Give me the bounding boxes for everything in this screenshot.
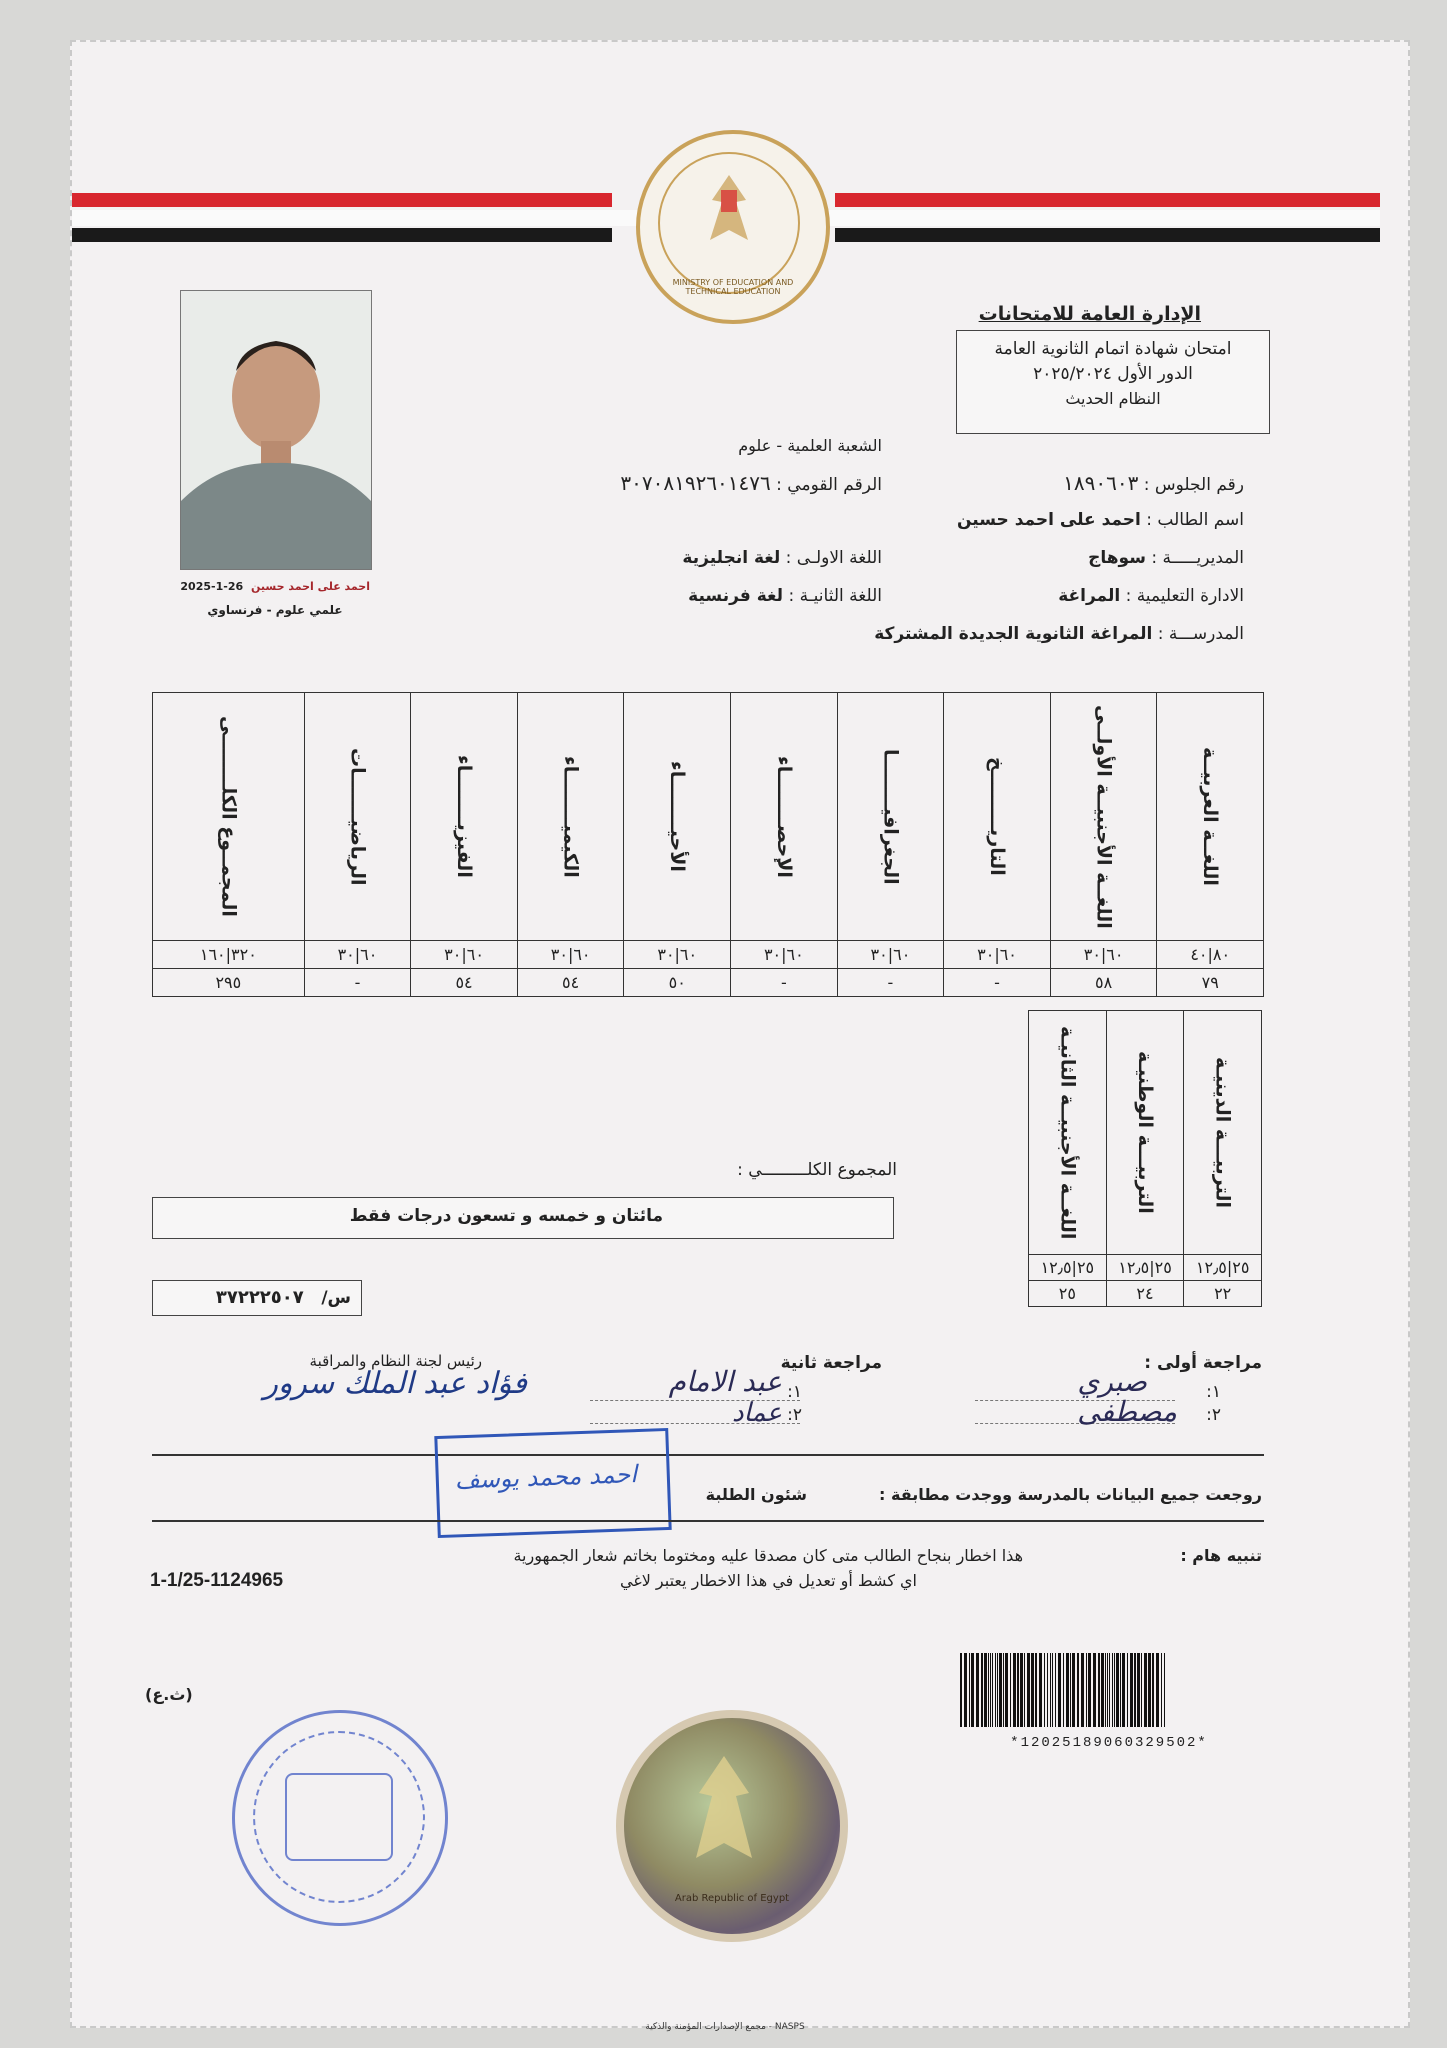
barcode-bar (1114, 1653, 1115, 1727)
hologram-seal (616, 1710, 848, 1942)
barcode-bar (995, 1653, 996, 1727)
subject-header-text: الأحيــــــــاء (666, 761, 689, 872)
score-cell: ٥٤ (517, 969, 624, 997)
barcode-bar (1122, 1653, 1125, 1727)
maxmin-cell: ٦٠|٣٠ (731, 941, 838, 969)
hologram-text: Arab Republic of Egypt (674, 1893, 790, 1904)
second-language-value: لغة فرنسية (688, 586, 784, 606)
barcode-bar (1020, 1653, 1023, 1727)
maxmin-cell: ٦٠|٣٠ (411, 941, 518, 969)
edu-admin-value: المراغة (1058, 586, 1121, 606)
barcode-number: *12025189060329502* (1010, 1735, 1208, 1751)
first-language-row (682, 548, 882, 568)
committee-head-label: رئيس لجنة النظام والمراقبة (309, 1352, 482, 1370)
exam-system: النظام الحديث (1065, 389, 1161, 408)
extra-subject-header (1106, 1011, 1184, 1255)
barcode-bar (1005, 1653, 1008, 1727)
subject-header (1157, 693, 1264, 941)
photo-name: احمد على احمد حسين (251, 580, 370, 593)
notice-label: تنبيه هام : (1180, 1546, 1262, 1565)
barcode-bar (1134, 1653, 1136, 1727)
extra-subject-header-text: التربيـــة الدينيـة (1211, 1056, 1234, 1209)
barcode-bar (1039, 1653, 1042, 1727)
ministry-seal-text: MINISTRY OF EDUCATION AND TECHNICAL EDUCATION (672, 278, 794, 296)
score-cell: - (731, 969, 838, 997)
barcode-bar (1105, 1653, 1106, 1727)
notice-line-1: هذا اخطار بنجاح الطالب متى كان مصدقا عليه ومختوما بخاتم شعار الجمهورية (513, 1546, 1023, 1565)
subject-header-text: الرياضيـــــــات (346, 747, 369, 886)
barcode-bar (1031, 1653, 1034, 1727)
subject-header-text: الجغرافيــــــــا (879, 748, 902, 885)
barcode-bar (1148, 1653, 1151, 1727)
barcode-bar (1050, 1653, 1051, 1727)
barcode-bar (1093, 1653, 1096, 1727)
footer-code: (ث.ع) (145, 1685, 193, 1704)
total-words-box (152, 1197, 894, 1239)
barcode-bar (1003, 1653, 1004, 1727)
black-stripe-left (72, 228, 612, 242)
second-review-2: ٢: (787, 1405, 802, 1425)
maxmin-cell: ٦٠|٣٠ (304, 941, 411, 969)
barcode-bar (1013, 1653, 1016, 1727)
extra-grades-table (1028, 1010, 1262, 1307)
score-cell: ٥٨ (1050, 969, 1157, 997)
barcode-bar (984, 1653, 987, 1727)
national-id-value: ٣٠٧٠٨١٩٢٦٠١٤٧٦ (620, 471, 771, 495)
maxmin-cell: ٦٠|٣٠ (837, 941, 944, 969)
black-stripe-right (835, 228, 1380, 242)
national-id-label: الرقم القومي : (776, 475, 882, 495)
extra-maxmin-row (1029, 1255, 1262, 1281)
extra-score-cell: ٢٢ (1184, 1281, 1262, 1307)
barcode-bar (1137, 1653, 1140, 1727)
grades-maxmin-row (153, 941, 1264, 969)
grades-score-row (153, 969, 1264, 997)
maxmin-cell: ٨٠|٤٠ (1157, 941, 1264, 969)
committee-head-signature: فؤاد عبد الملك سرور (263, 1366, 527, 1401)
serial-value: ٣٧٢٢٢٥٠٧ (215, 1287, 304, 1308)
divider-bottom (152, 1520, 1264, 1522)
barcode-bar (1058, 1653, 1061, 1727)
maxmin-cell: ٦٠|٣٠ (944, 941, 1051, 969)
subject-header-text: اللغــة الأجنبيــة الأولــى (1092, 704, 1115, 929)
seat-number-row (1063, 471, 1244, 495)
directorate-value: سوهاج (1088, 548, 1146, 568)
second-review-signature-1: عبد الامام (668, 1365, 782, 1398)
extra-subject-header (1029, 1011, 1107, 1255)
barcode-bar (1070, 1653, 1071, 1727)
photo-date: 26-1-2025 (180, 580, 244, 593)
barcode-bar (960, 1653, 962, 1727)
barcode-bar (969, 1653, 970, 1727)
red-stripe-left (72, 193, 612, 207)
maxmin-cell: ٦٠|٣٠ (1050, 941, 1157, 969)
barcode-bar (1072, 1653, 1075, 1727)
barcode-bar (1120, 1653, 1121, 1727)
extra-subject-header-text: اللغــة الأجنبيــة الثانيـة (1056, 1025, 1079, 1240)
subject-header-text: اللغــة العربيــة (1199, 747, 1222, 886)
barcode-bar (1156, 1653, 1159, 1727)
subject-header-text: المجمــوع الكلــــــــى (217, 716, 240, 917)
student-photo (180, 290, 372, 570)
subject-header (731, 693, 838, 941)
subject-header (944, 693, 1051, 941)
barcode-bar (1109, 1653, 1110, 1727)
first-language-value: لغة انجليزية (682, 548, 781, 568)
extra-subject-header (1184, 1011, 1262, 1255)
barcode-bar (1086, 1653, 1087, 1727)
barcode-bar (992, 1653, 993, 1727)
exam-title: امتحان شهادة اتمام الثانوية العامة (994, 339, 1232, 359)
barcode-bar (1101, 1653, 1104, 1727)
department-title: الإدارة العامة للامتحانات (978, 303, 1201, 325)
second-language-label: اللغة الثانيـة : (788, 586, 882, 606)
subject-header (624, 693, 731, 941)
extra-maxmin-cell: ٢٥|١٢٫٥ (1184, 1255, 1262, 1281)
barcode-bar (1098, 1653, 1100, 1727)
second-review-signature-2: عماد (731, 1398, 782, 1428)
first-review-label: مراجعة أولى : (1144, 1353, 1262, 1373)
barcode-bar (1088, 1653, 1091, 1727)
branch: الشعبة العلمية - علوم (738, 436, 882, 455)
barcode-bars (958, 1653, 1260, 1727)
notice-reference: 1-1/25-1124965 (150, 1570, 284, 1591)
maxmin-cell: ٣٢٠|١٦٠ (153, 941, 305, 969)
edu-admin-row (1058, 586, 1244, 606)
maxmin-cell: ٦٠|٣٠ (517, 941, 624, 969)
extra-score-row (1029, 1281, 1262, 1307)
barcode-bar (1052, 1653, 1053, 1727)
exam-session: الدور الأول ٢٠٢٥/٢٠٢٤ (1033, 364, 1193, 384)
subject-header (1050, 693, 1157, 941)
barcode-bar (1144, 1653, 1147, 1727)
second-language-row (688, 586, 882, 606)
barcode-bar (1127, 1653, 1128, 1727)
directorate-row (1088, 548, 1244, 568)
seat-label: رقم الجلوس : (1143, 475, 1244, 495)
directorate-label: المديريـــــة : (1151, 548, 1244, 568)
barcode-bar (1141, 1653, 1142, 1727)
subject-header-text: التاريـــــــــخ (986, 757, 1009, 876)
extra-score-cell: ٢٥ (1029, 1281, 1107, 1307)
printer-credit: NASPS - مجمع الإصدارات المؤمنة والذكية (645, 2022, 805, 2032)
student-name-value: احمد على احمد حسين (956, 510, 1141, 530)
barcode-bar (1077, 1653, 1079, 1727)
grades-table (152, 692, 1264, 997)
barcode-bar (1035, 1653, 1037, 1727)
barcode-bar (1116, 1653, 1119, 1727)
serial-box (152, 1280, 362, 1316)
subject-header (304, 693, 411, 941)
first-review-signature-1: صبري (1077, 1365, 1147, 1398)
barcode-bar (1017, 1653, 1019, 1727)
barcode-bar (1063, 1653, 1064, 1727)
notice-line-2: اي كشط أو تعديل في هذا الاخطار يعتبر لاغي (620, 1571, 917, 1590)
student-name-label: اسم الطالب : (1146, 510, 1244, 530)
barcode-bar (988, 1653, 989, 1727)
barcode-bar (990, 1653, 991, 1727)
barcode-bar (1044, 1653, 1045, 1727)
barcode-bar (1027, 1653, 1030, 1727)
first-language-label: اللغة الاولـى : (785, 548, 882, 568)
score-cell: ٢٩٥ (153, 969, 305, 997)
extra-score-cell: ٢٤ (1106, 1281, 1184, 1307)
extra-subject-header-text: التربيـــة الوطنيـة (1134, 1051, 1157, 1214)
school-stamp-name: احمد محمد يوسف (454, 1460, 638, 1495)
subject-header-text: الكيميــــــــاء (559, 755, 582, 878)
barcode-bar (1130, 1653, 1133, 1727)
barcode-bar (1081, 1653, 1084, 1727)
second-review-1: ١: (787, 1382, 802, 1402)
student-affairs-label: شئون الطلبة (705, 1485, 807, 1504)
barcode-bar (981, 1653, 983, 1727)
extra-subject-row (1029, 1011, 1262, 1255)
maxmin-cell: ٦٠|٣٠ (624, 941, 731, 969)
barcode-bar (971, 1653, 974, 1727)
grades-subject-row (153, 693, 1264, 941)
extra-maxmin-cell: ٢٥|١٢٫٥ (1106, 1255, 1184, 1281)
subject-header-text: الفيزيــــــــاء (453, 755, 476, 878)
subject-header (153, 693, 305, 941)
first-review-2: ٢: (1206, 1405, 1221, 1425)
barcode (958, 1653, 1260, 1751)
barcode-bar (1010, 1653, 1011, 1727)
barcode-bar (1152, 1653, 1154, 1727)
exam-info-box (956, 330, 1270, 434)
score-cell: ٥٤ (411, 969, 518, 997)
serial-prefix: س/ (321, 1288, 351, 1308)
photo-caption-track: علمي علوم - فرنساوي (207, 603, 343, 617)
ministry-seal (636, 130, 830, 324)
subject-header (411, 693, 518, 941)
barcode-bar (1107, 1653, 1108, 1727)
barcode-bar (1055, 1653, 1056, 1727)
first-review-signature-2: مصطفى (1077, 1395, 1177, 1428)
score-cell: ٧٩ (1157, 969, 1264, 997)
first-review-1: ١: (1206, 1382, 1221, 1402)
divider-top (152, 1454, 1264, 1456)
subject-header-text: الإحصــــــــاء (772, 755, 795, 878)
barcode-bar (1066, 1653, 1069, 1727)
barcode-bar (964, 1653, 967, 1727)
barcode-bar (1112, 1653, 1113, 1727)
ministry-ink-stamp (232, 1710, 448, 1926)
score-cell: ٥٠ (624, 969, 731, 997)
verification-statement: روجعت جميع البيانات بالمدرسة ووجدت مطابقة : (879, 1485, 1262, 1504)
student-name-row (957, 510, 1244, 530)
school-row (874, 624, 1244, 644)
school-value: المراغة الثانوية الجديدة المشتركة (874, 624, 1153, 644)
second-review-label: مراجعة ثانية (780, 1353, 882, 1373)
barcode-bar (1047, 1653, 1048, 1727)
seat-value: ١٨٩٠٦٠٣ (1063, 471, 1139, 495)
subject-header (837, 693, 944, 941)
score-cell: - (304, 969, 411, 997)
barcode-bar (999, 1653, 1002, 1727)
total-words: مائتان و خمسه و تسعون درجات فقط (349, 1206, 663, 1226)
total-label: المجموع الكلـــــــــي : (737, 1160, 897, 1180)
school-label: المدرســـة : (1157, 624, 1244, 644)
barcode-bar (1164, 1653, 1165, 1727)
photo-caption-name (180, 580, 370, 593)
barcode-bar (1161, 1653, 1162, 1727)
subject-header (517, 693, 624, 941)
barcode-bar (976, 1653, 979, 1727)
national-id-row (620, 471, 882, 495)
score-cell: - (944, 969, 1051, 997)
score-cell: - (837, 969, 944, 997)
red-stripe-right (835, 193, 1380, 207)
barcode-bar (1024, 1653, 1025, 1727)
edu-admin-label: الادارة التعليمية : (1125, 586, 1244, 606)
barcode-bar (997, 1653, 998, 1727)
extra-maxmin-cell: ٢٥|١٢٫٥ (1029, 1255, 1107, 1281)
